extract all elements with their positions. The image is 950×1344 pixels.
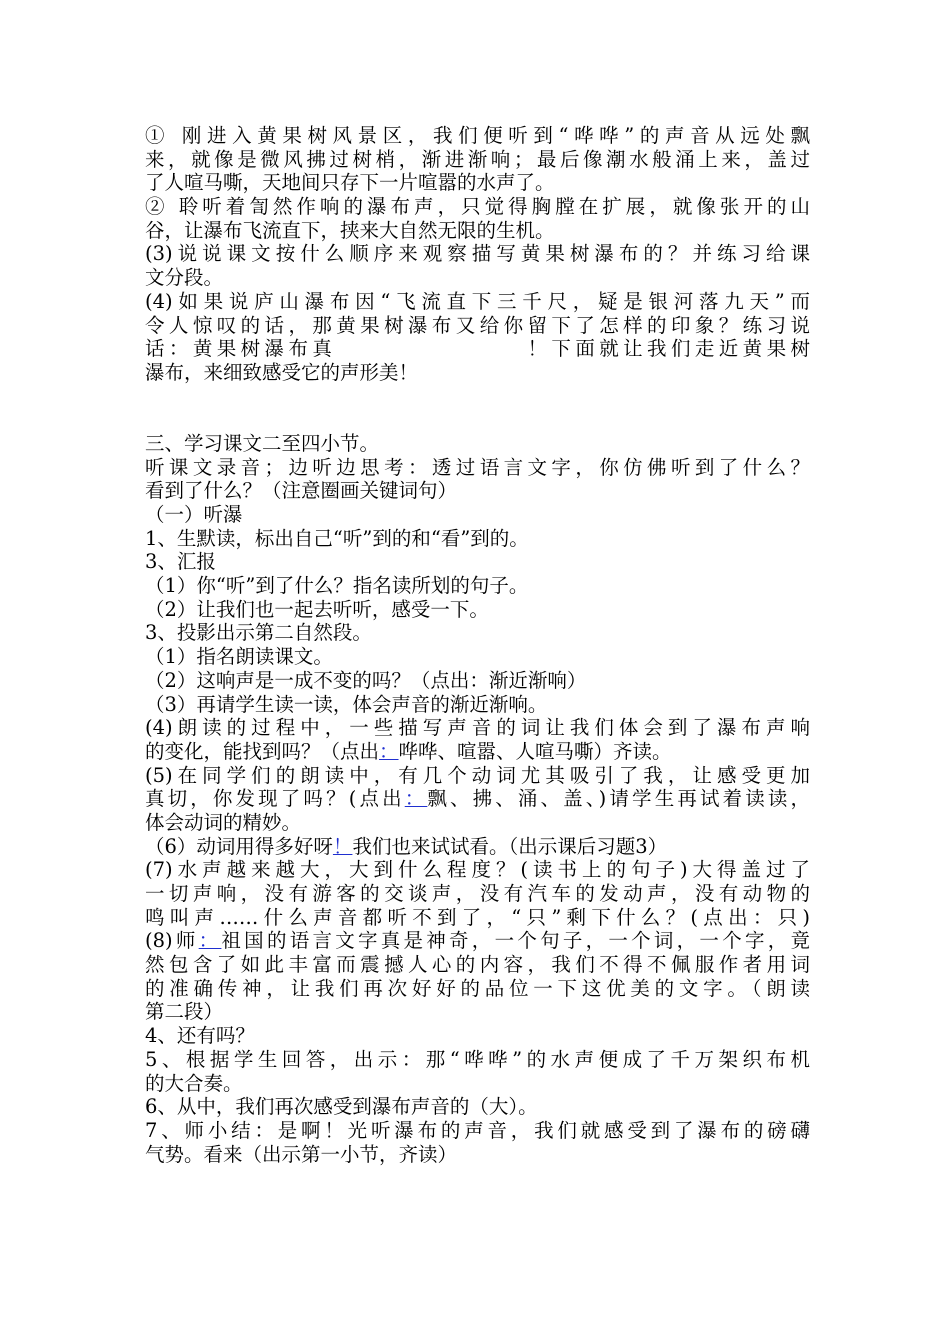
text-line: ② 聆听着訇然作响的瀑布声，只觉得胸膛在扩展，就像张开的山 <box>145 195 810 219</box>
text-segment: （6）动词用得多好呀 <box>145 834 333 858</box>
text-line: 鸣叫声……什么声音都听不到了，“只”剩下什么？(点出：只) <box>145 905 810 929</box>
text-line: （一）听瀑 <box>145 503 243 526</box>
text-line: (7)水声越来越大，大到什么程度？(读书上的句子)大得盖过了 <box>145 858 810 882</box>
text-line: 然包含了如此丰富而震撼人心的内容，我们不得不佩服作者用词 <box>145 953 810 977</box>
hyperlink-mark[interactable]: ： <box>198 929 222 953</box>
text-line: 三、学习课文二至四小节。 <box>145 431 380 455</box>
document-body <box>145 124 810 1166</box>
text-line: 听课文录音；边听边思考：透过语言文字，你仿佛听到了什么？ <box>145 455 810 479</box>
text-line: （2）这响声是一成不变的吗？（点出：渐近渐响） <box>145 668 587 692</box>
text-line: （1）指名朗读课文。 <box>145 645 333 669</box>
text-line: 6、从中，我们再次感受到瀑布声音的（大）。 <box>145 1095 538 1119</box>
text-line: (3)说说课文按什么顺序来观察描写黄果树瀑布的？并练习给课 <box>145 242 810 266</box>
hyperlink-mark[interactable]: ！ <box>332 834 353 858</box>
text-line <box>145 787 810 811</box>
text-line: ① 刚进入黄果树风景区，我们便听到“哗哗”的声音从远处飘 <box>145 124 810 147</box>
blank-line <box>145 385 810 409</box>
text-line: 的大合奏。 <box>145 1071 243 1095</box>
text-line: 了人喧马嘶，天地间只存下一片喧嚣的水声了。 <box>145 171 555 195</box>
text-line: 的准确传神，让我们再次好好的品位一下这优美的文字。（朗读 <box>145 976 810 1000</box>
text-line: 看到了什么？（注意圈画关键词句） <box>145 479 458 503</box>
text-segment: 我们也来试试看。（出示课后习题3） <box>352 834 668 858</box>
text-line <box>145 740 810 764</box>
text-line: 来，就像是微风拂过树梢，渐进渐响；最后像潮水般涌上来，盖过 <box>145 147 810 171</box>
text-segment: 祖国的语言文字真是神奇，一个句子，一个词，一个字，竟 <box>221 929 810 953</box>
text-line: 第二段） <box>145 1000 224 1024</box>
text-line: 1、生默读，标出自己“听”到的和“看”到的。 <box>145 526 529 550</box>
text-line: (5)在同学们的朗读中，有几个动词尤其吸引了我，让感受更加 <box>145 763 810 787</box>
text-line: （2）让我们也一起去听听，感受一下。 <box>145 597 489 621</box>
text-line: 7、师小结：是啊！光听瀑布的声音，我们就感受到了瀑布的磅礴 <box>145 1118 810 1142</box>
text-line: 4、还有吗？ <box>145 1024 255 1048</box>
text-segment: 真切，你发现了吗？(点出 <box>145 787 405 811</box>
hyperlink-mark[interactable]: ： <box>404 787 428 811</box>
text-line: 5、根据学生回答，出示：那“哗哗”的水声便成了千万架织布机 <box>145 1047 810 1071</box>
text-segment: (8)师 <box>145 929 199 953</box>
text-line: 气势。看来（出示第一小节，齐读） <box>145 1142 458 1166</box>
text-line: 3、投影出示第二自然段。 <box>145 621 372 645</box>
text-line: 谷，让瀑布飞流直下，挟来大自然无限的生机。 <box>145 218 555 242</box>
text-line: 体会动词的精妙。 <box>145 810 302 834</box>
text-line: 瀑布，来细致感受它的声形美！ <box>145 360 419 384</box>
text-segment: 的变化，能找到吗？（点出 <box>145 739 380 763</box>
text-line <box>145 929 810 953</box>
text-segment: 飘、拂、涌、盖、)请学生再试着读读， <box>427 787 810 811</box>
text-line: (4)如果说庐山瀑布因“飞流直下三千尺，疑是银河落九天”而 <box>145 289 810 313</box>
text-segment: 哗哗、喧嚣、人喧马嘶）齐读。 <box>398 739 672 763</box>
text-line: 文分段。 <box>145 266 224 290</box>
text-line: （3）再请学生读一读，体会声音的渐近渐响。 <box>145 692 548 716</box>
blank-line <box>145 408 810 432</box>
text-line: (4)朗读的过程中，一些描写声音的词让我们体会到了瀑布声响 <box>145 716 810 740</box>
hyperlink-mark[interactable]: ： <box>379 739 399 763</box>
text-line: 话：黄果树瀑布真 ！下面就让我们走近黄果树 <box>145 337 810 361</box>
text-line: （1）你“听”到了什么？指名读所划的句子。 <box>145 574 529 598</box>
text-line <box>145 835 810 859</box>
text-line: 一切声响，没有游客的交谈声，没有汽车的发动声，没有动物的 <box>145 882 810 905</box>
text-line: 3、汇报 <box>145 550 216 574</box>
text-line: 令人惊叹的话，那黄果树瀑布又给你留下了怎样的印象？练习说 <box>145 313 810 337</box>
